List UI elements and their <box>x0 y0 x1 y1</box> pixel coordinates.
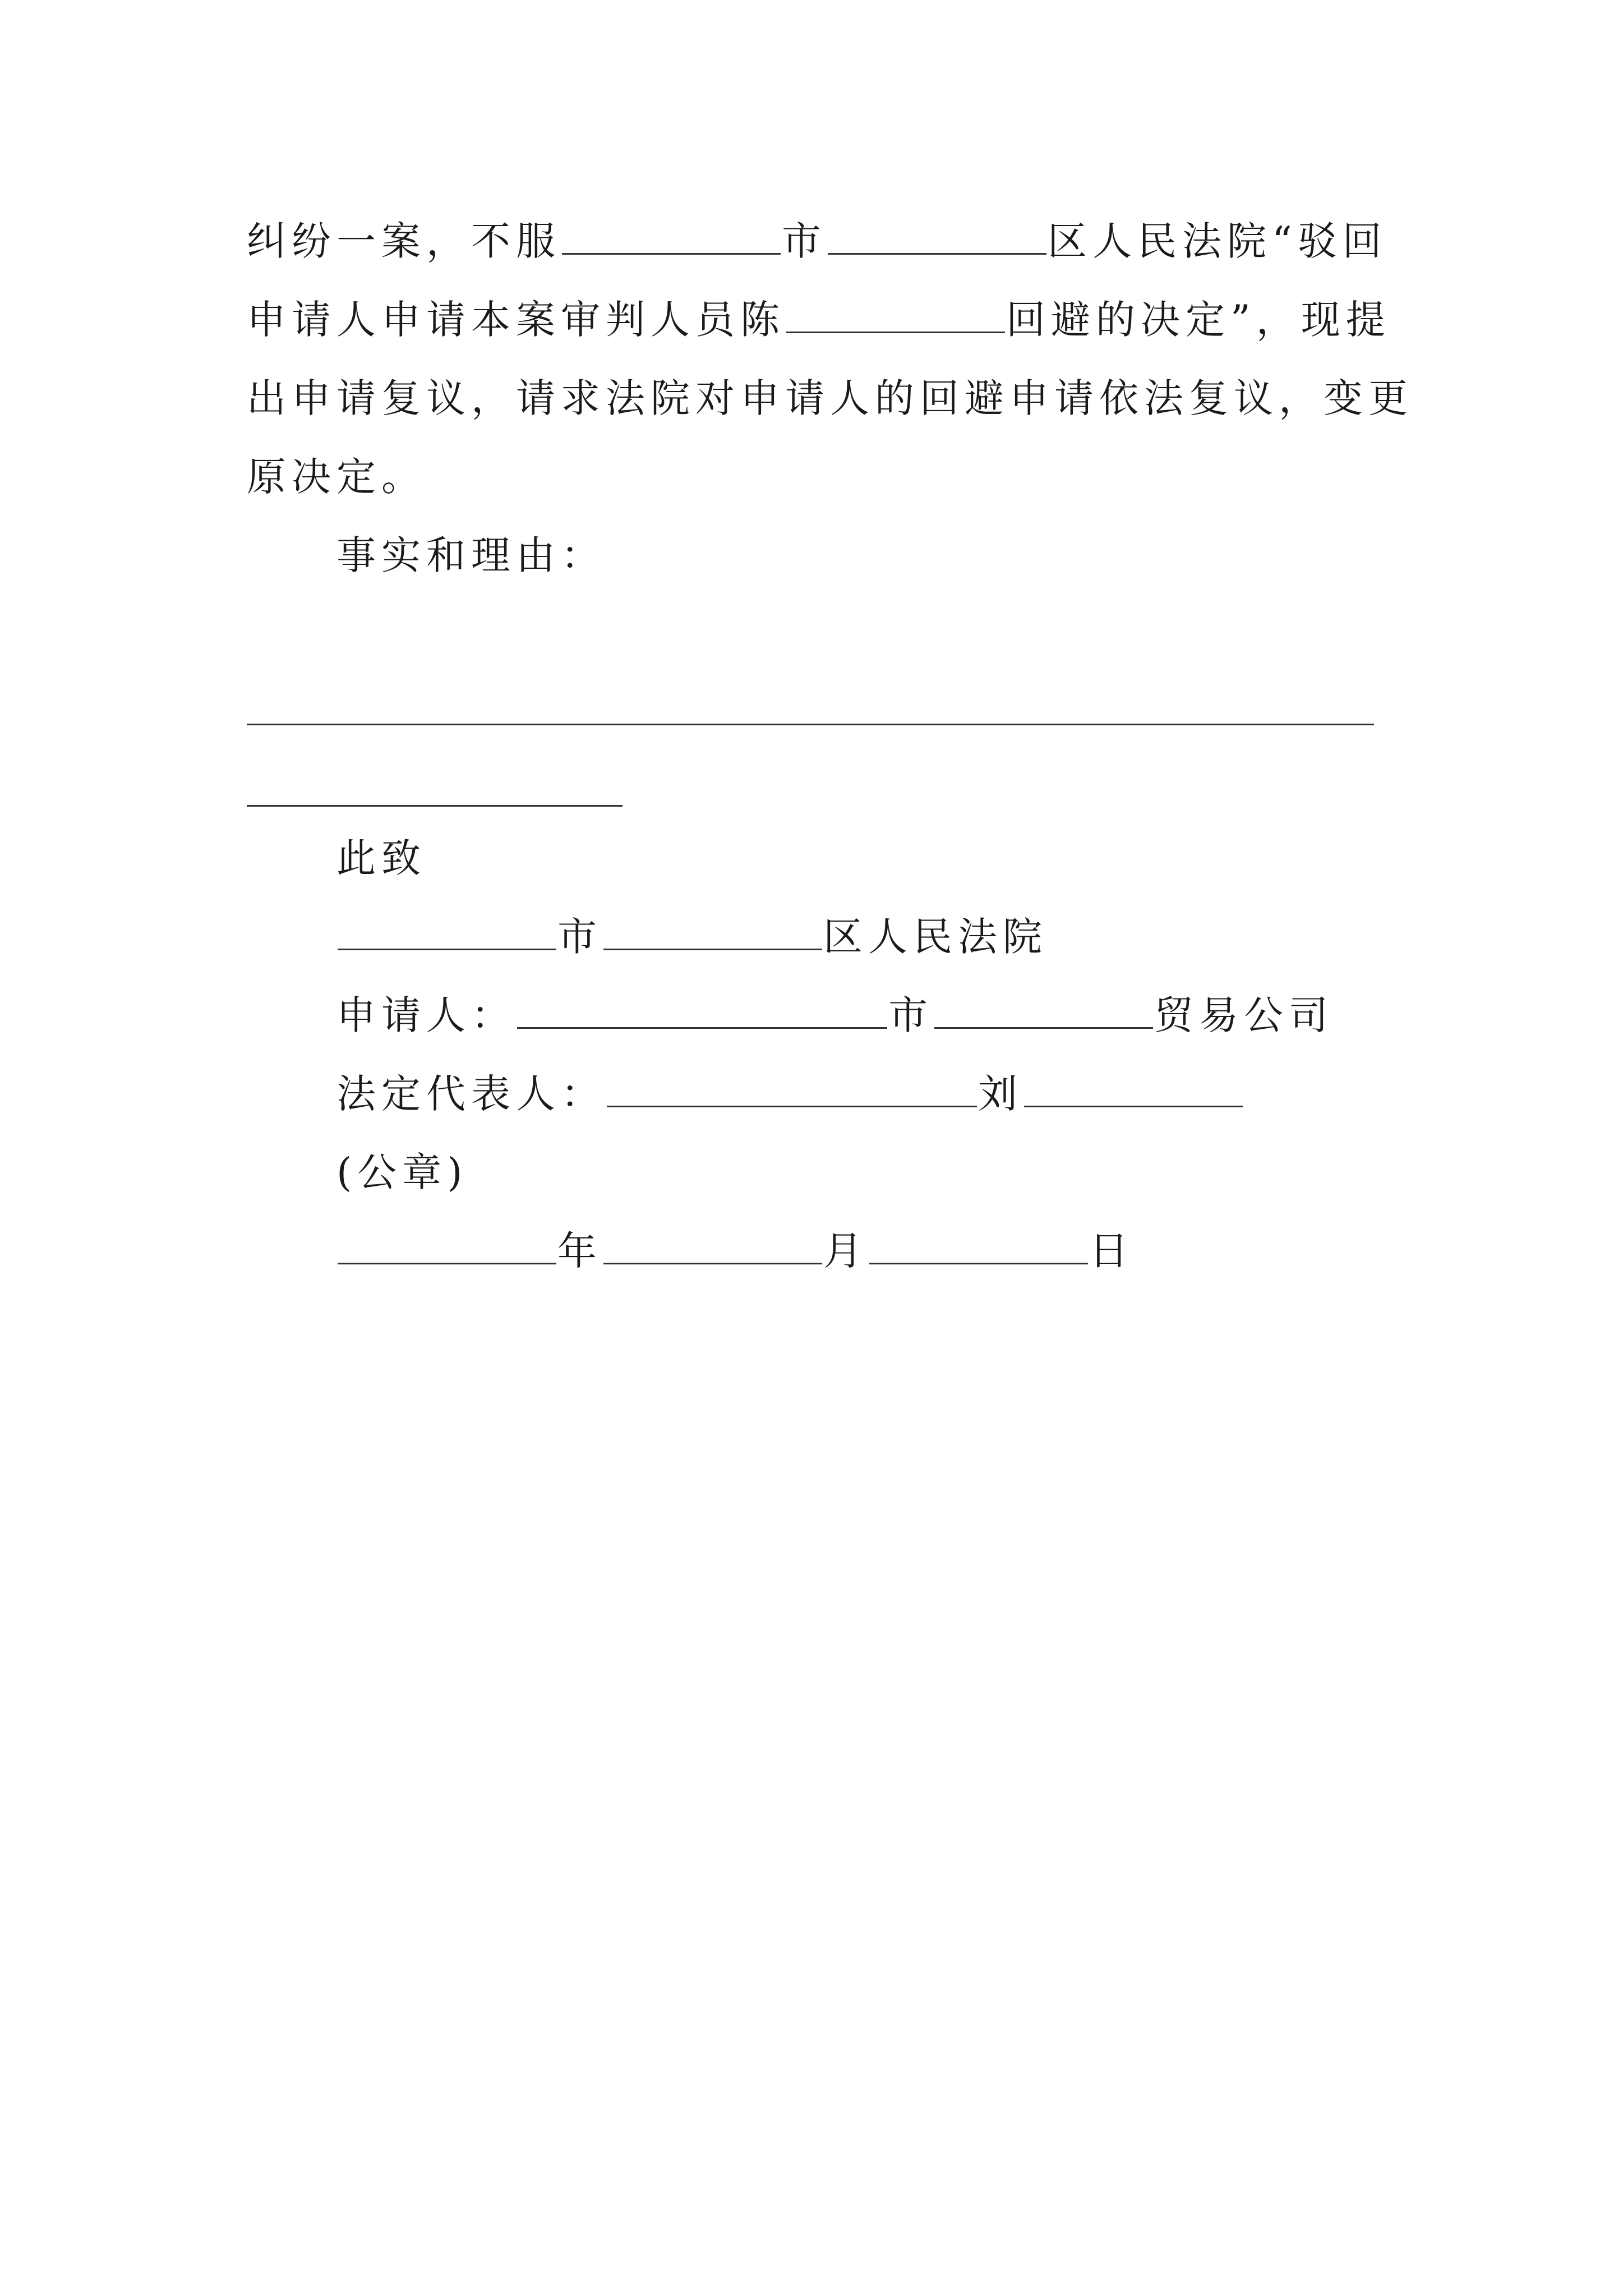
para1-line4-text: 原决定。 <box>247 454 426 500</box>
blank-field[interactable] <box>934 996 1153 1029</box>
court-text-b: 区人民法院 <box>823 914 1048 960</box>
representative-line <box>336 1066 1244 1122</box>
blank-field[interactable] <box>1024 1074 1243 1107</box>
date-year: 年 <box>557 1228 602 1274</box>
date-month: 月 <box>823 1228 868 1274</box>
blank-field[interactable] <box>603 1231 822 1264</box>
representative-label: 法定代表人： <box>336 1071 606 1117</box>
blank-field[interactable] <box>562 222 781 255</box>
para1-line2-text-a: 申请人申请本案审判人员陈 <box>247 297 785 343</box>
salutation-text: 此致 <box>336 835 426 881</box>
para1-line1-text-b: 市 <box>782 218 827 264</box>
applicant-label: 申请人： <box>336 992 516 1038</box>
facts-heading <box>336 527 606 583</box>
date-line <box>336 1223 1134 1279</box>
facts-fill-line-2[interactable] <box>247 805 623 807</box>
para1-line1 <box>247 213 1387 269</box>
addressee-court <box>336 909 1048 965</box>
blank-field[interactable] <box>603 917 822 950</box>
blank-field[interactable] <box>517 996 887 1029</box>
date-day: 日 <box>1089 1228 1134 1274</box>
para1-line1-text-c: 区人民法院“驳回 <box>1048 218 1387 264</box>
court-text-a: 市 <box>557 914 602 960</box>
blank-field[interactable] <box>869 1231 1088 1264</box>
blank-field[interactable] <box>607 1074 977 1107</box>
applicant-text-b: 贸易公司 <box>1154 992 1334 1038</box>
para1-line2-text-b: 回避的决定”，现提 <box>1006 297 1391 343</box>
salutation <box>336 830 426 886</box>
para1-line3-text: 出申请复议，请求法院对申请人的回避申请依法复议，变更 <box>247 375 1413 421</box>
para1-line3 <box>247 370 1413 426</box>
seal-text: (公章) <box>336 1149 468 1195</box>
blank-field[interactable] <box>338 1231 556 1264</box>
facts-fill-line-1[interactable] <box>247 724 1374 725</box>
seal-line <box>336 1144 468 1200</box>
para1-line1-text-a: 纠纷一案，不服 <box>247 218 561 264</box>
applicant-line <box>336 987 1334 1043</box>
applicant-text-a: 市 <box>888 992 933 1038</box>
para1-line4 <box>247 449 426 505</box>
para1-line2 <box>247 292 1391 348</box>
blank-field[interactable] <box>786 300 1005 333</box>
blank-field[interactable] <box>338 917 556 950</box>
facts-heading-text: 事实和理由： <box>336 532 606 578</box>
representative-text-a: 刘 <box>978 1071 1023 1117</box>
blank-field[interactable] <box>828 222 1046 255</box>
